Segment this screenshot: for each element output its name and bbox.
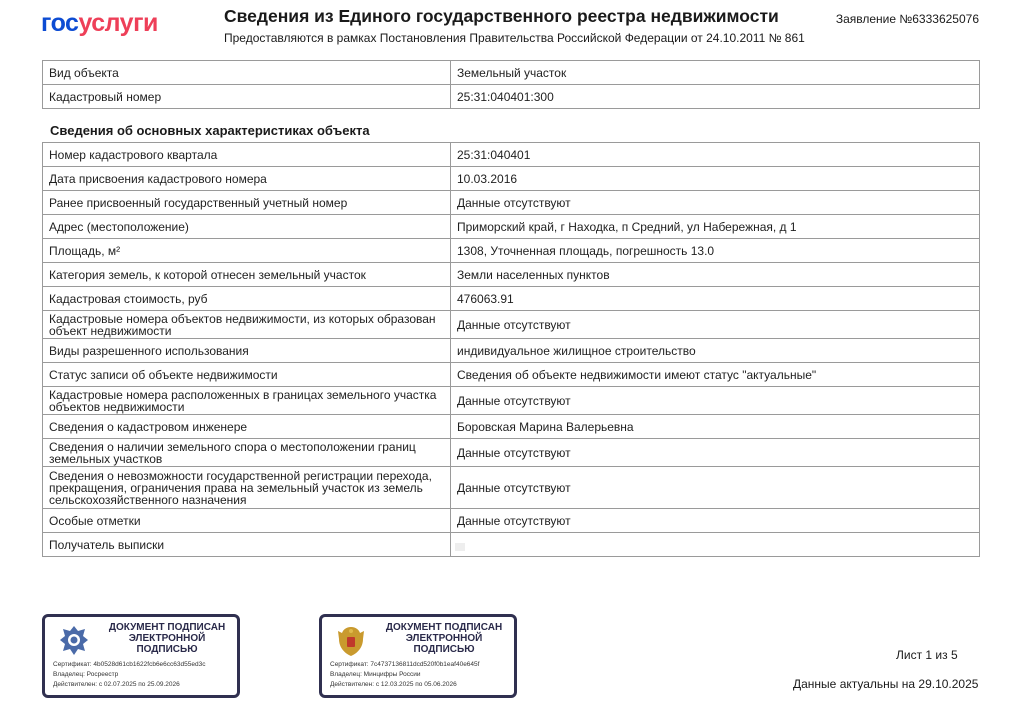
table-row (43, 191, 980, 215)
row-value: Данные отсутствуют (451, 191, 980, 215)
row-label: Сведения о кадастровом инженере (43, 415, 451, 439)
document-title: Сведения из Единого государственного реестра недвижимости (224, 6, 779, 26)
row-label: Виды разрешенного использования (43, 339, 451, 363)
row-label: Ранее присвоенный государственный учетный номер (43, 191, 451, 215)
table-row (43, 415, 980, 439)
row-label: Дата присвоения кадастрового номера (43, 167, 451, 191)
document-subtitle: Предоставляются в рамках Постановления Правительства Российской Федерации от 24.10.2011 № 861 (224, 31, 805, 45)
row-label: Кадастровые номера расположенных в границах земельного участка объектов недвижимости (43, 387, 451, 415)
table-row (43, 311, 980, 339)
stamp-title: ДОКУМЕНТ ПОДПИСАН ЭЛЕКТРОННОЙ ПОДПИСЬЮ (385, 622, 503, 655)
row-label: Номер кадастрового квартала (43, 143, 451, 167)
table-row (43, 85, 980, 109)
coat-of-arms-icon (334, 623, 368, 659)
table-row (43, 339, 980, 363)
stamp-owner: Владелец: Минцифры России (330, 671, 421, 678)
stamp-title: ДОКУМЕНТ ПОДПИСАН ЭЛЕКТРОННОЙ ПОДПИСЬЮ (108, 622, 226, 655)
gosuslugi-logo (41, 9, 158, 38)
logo-part-gos: гос (41, 9, 79, 37)
signature-stamp-mintsifry (319, 614, 517, 698)
data-actual-date: Данные актуальны на 29.10.2025 (793, 677, 979, 691)
row-label: Кадастровый номер (43, 85, 451, 109)
row-label: Сведения о невозможности государственной регистрации перехода, прекращения, ограничения права на земельный участок из земель сельскохозяйственного назначения (43, 467, 451, 509)
redacted-recipient (455, 543, 465, 551)
row-label: Вид объекта (43, 61, 451, 85)
row-label: Статус записи об объекте недвижимости (43, 363, 451, 387)
stamp-validity: Действителен: с 02.07.2025 по 25.09.2026 (53, 681, 180, 688)
stamp-validity: Действителен: с 12.03.2025 по 05.06.2026 (330, 681, 457, 688)
row-value: индивидуальное жилищное строительство (451, 339, 980, 363)
row-label: Сведения о наличии земельного спора о местоположении границ земельных участков (43, 439, 451, 467)
stamp-certificate: Сертификат: 4b0528d61cb1622fcb6e6cc63d55ed3c (53, 661, 206, 668)
row-label: Кадастровая стоимость, руб (43, 287, 451, 311)
row-label: Категория земель, к которой отнесен земельный участок (43, 263, 451, 287)
row-value: 25:31:040401 (451, 143, 980, 167)
row-value: 25:31:040401:300 (451, 85, 980, 109)
table-row (43, 533, 980, 557)
row-label: Особые отметки (43, 509, 451, 533)
row-value: 10.03.2016 (451, 167, 980, 191)
row-value: Данные отсутствуют (451, 439, 980, 467)
table-row (43, 287, 980, 311)
row-value: 476063.91 (451, 287, 980, 311)
table-row (43, 363, 980, 387)
row-label: Получатель выписки (43, 533, 451, 557)
stamp-certificate: Сертификат: 7c4737136811dcd520f0b1eaf40e645f (330, 661, 480, 668)
row-value: Земельный участок (451, 61, 980, 85)
table-row (43, 239, 980, 263)
row-value: Данные отсутствуют (451, 509, 980, 533)
row-value: Данные отсутствуют (451, 311, 980, 339)
logo-part-uslugi: услуги (78, 9, 158, 37)
row-label: Площадь, м² (43, 239, 451, 263)
sheet-number: Лист 1 из 5 (896, 648, 958, 662)
object-table (42, 60, 980, 109)
table-row (43, 167, 980, 191)
row-value: 1308, Уточненная площадь, погрешность 13.0 (451, 239, 980, 263)
row-value: Земли населенных пунктов (451, 263, 980, 287)
signature-stamp-rosreestr (42, 614, 240, 698)
section-title: Сведения об основных характеристиках объекта (50, 123, 370, 138)
characteristics-table (42, 142, 980, 557)
row-value: Приморский край, г Находка, п Средний, ул Набережная, д 1 (451, 215, 980, 239)
row-value: Боровская Марина Валерьевна (451, 415, 980, 439)
row-value: Данные отсутствуют (451, 467, 980, 509)
row-label: Кадастровые номера объектов недвижимости, из которых образован объект недвижимости (43, 311, 451, 339)
application-number: Заявление №6333625076 (835, 12, 979, 26)
row-value: Данные отсутствуют (451, 387, 980, 415)
rosreestr-emblem-icon (57, 623, 91, 659)
table-row (43, 467, 980, 509)
row-label: Адрес (местоположение) (43, 215, 451, 239)
row-value: Сведения об объекте недвижимости имеют статус "актуальные" (451, 363, 980, 387)
table-row (43, 509, 980, 533)
table-row (43, 387, 980, 415)
table-row (43, 61, 980, 85)
table-row (43, 439, 980, 467)
stamp-owner: Владелец: Росреестр (53, 671, 119, 678)
table-row (43, 215, 980, 239)
table-row (43, 143, 980, 167)
table-row (43, 263, 980, 287)
row-value (451, 533, 980, 557)
